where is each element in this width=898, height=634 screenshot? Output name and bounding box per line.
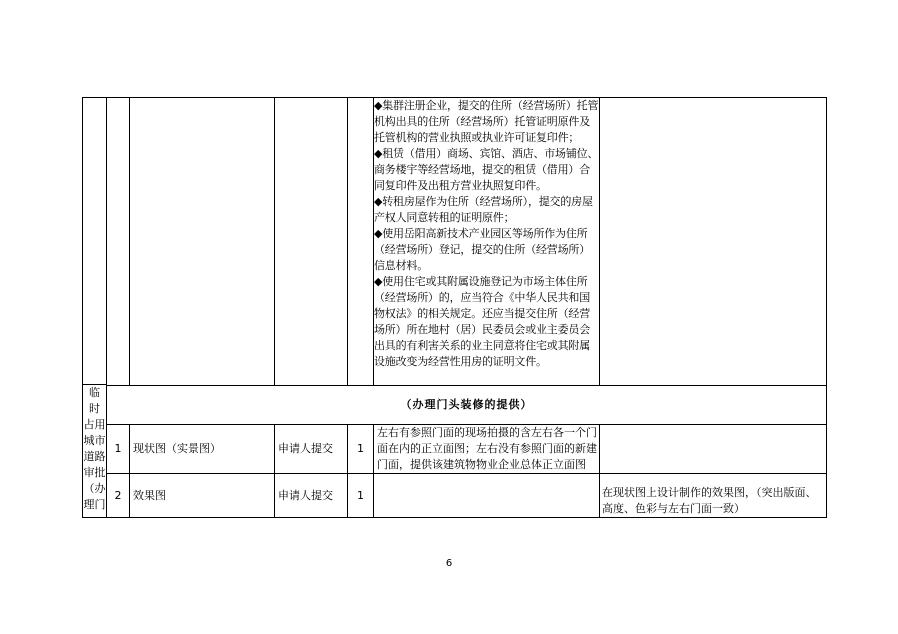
requirement-item: ◆租赁（借用）商场、宾馆、酒店、市场铺位、商务楼宇等经营场地，提交的租赁（借用）合同复印件及出租方营业执照复印件。 [374,147,599,192]
material-description [374,474,600,518]
empty-cell [275,98,348,386]
table-row [83,425,827,474]
requirement-item: ◆集群注册企业，提交的住所（经营场所）托管机构出具的住所（经营场所）托管证明原件及托管机构的营业执照或执业许可证复印件； [374,99,599,144]
category-spacer [82,96,107,385]
material-name: 效果图 [130,474,275,518]
requirement-item: ◆转租房屋作为住所（经营场所），提交的房屋产权人同意转租的证明原件； [374,195,593,224]
category-char: 道路 [83,450,106,463]
section-row [83,386,827,425]
material-description: 左右有参照门面的现场拍摄的含左右各一个门面在内的正立面图；左右没有参照门面的新建门面，提供该建筑物物业企业总体正立面图 [374,425,600,474]
category-char: 理门 [83,498,106,511]
requirements-cell [374,98,600,386]
empty-cell [348,98,374,386]
copies: 1 [348,425,374,474]
material-name: 现状图（实景图） [130,425,275,474]
materials-table [82,97,827,518]
material-source: 申请人提交 [275,474,348,518]
requirement-item: ◆使用住宅或其附属设施登记为市场主体住所（经营场所）的，应当符合《中华人民共和国物权法》的相关规定。还应当提交住所（经营场所）所在地村（居）民委员会或业主委员会出具的有利害关系的业主同意将住宅或其附属设施改变为经营性用房的证明文件。 [374,275,590,368]
continued-row [83,98,827,386]
category-char: （办 [83,482,106,495]
category-char: 临 [89,386,100,399]
empty-cell [107,98,130,386]
table-row [83,474,827,518]
material-note [600,425,827,474]
copies: 1 [348,474,374,518]
section-title: （办理门头装修的提供） [107,386,827,425]
category-char: 审批 [83,466,106,479]
page-number: 6 [445,558,453,569]
category-cell [83,98,107,518]
requirement-item: ◆使用岳阳高新技术产业园区等场所作为住所（经营场所）登记，提交的住所（经营场所）信息材料。 [374,227,590,272]
category-char: 城市 [83,434,106,447]
empty-cell [130,98,275,386]
empty-cell [600,98,827,386]
material-note: 在现状图上设计制作的效果图，（突出版面、高度、色彩与左右门面一致） [600,474,827,518]
material-source: 申请人提交 [275,425,348,474]
row-number: 1 [107,425,130,474]
category-char: 占用 [83,418,106,431]
row-number: 2 [107,474,130,518]
category-char: 时 [89,402,100,415]
